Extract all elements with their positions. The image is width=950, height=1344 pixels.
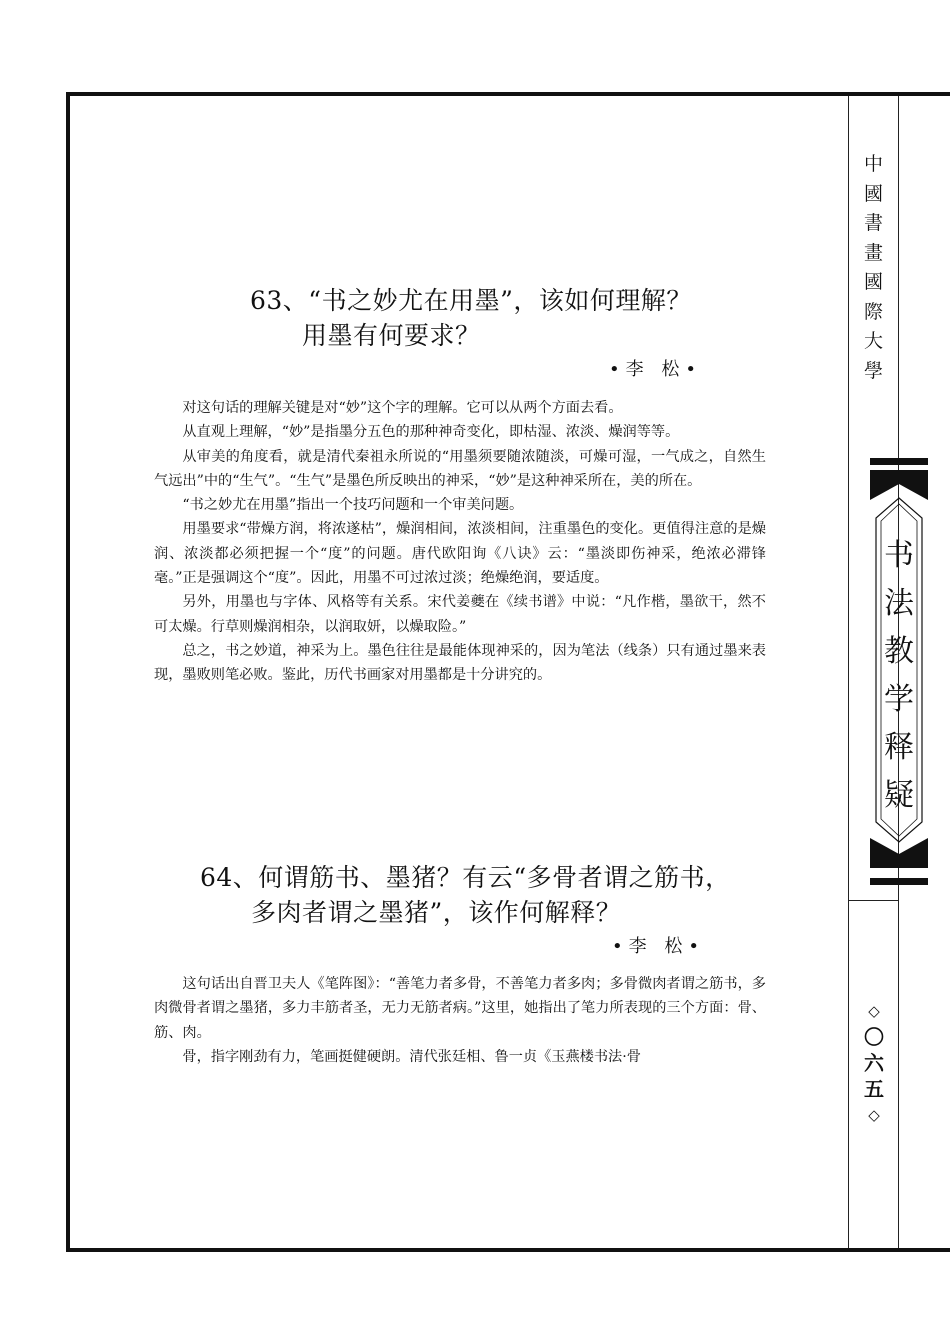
org-char: 學 [863,359,883,382]
page-number [856,998,892,1128]
paragraph: 这句话出自晋卫夫人《笔阵图》：“善笔力者多骨，不善笔力者多肉；多骨微肉者谓之筋书，多肉微骨者谓之墨猪，多力丰筋者圣，无力无筋者病。”这里，她指出了笔力所表现的三个方面：骨、筋、肉。 [154,976,766,1041]
book-title-char: 疑 [884,778,914,813]
section-64-title-line1: 64、何谓筋书、墨猪？有云“多骨者谓之筋书， [200,863,731,892]
org-char: 際 [863,300,883,323]
sidebar-org-title [849,150,898,386]
sidebar-bar-top [870,458,928,465]
book-title [870,532,928,820]
paragraph: 从审美的角度看，就是清代秦祖永所说的“用墨须要随浓随淡，可燥可湿，一气成之，自然生气远出”中的“生气”。“生气”是墨色所反映出的神采，“妙”是这种神采所在，美的所在。 [154,448,766,489]
paragraph: 总之，书之妙道，神采为上。墨色往往是最能体现神采的，因为笔法（线条）只有通过墨来表现，墨败则笔必败。鉴此，历代书画家对用墨都是十分讲究的。 [154,642,766,684]
book-title-char: 释 [884,730,914,765]
sidebar-divider [849,900,898,901]
section-64-body [154,972,766,1069]
book-title-char: 学 [884,682,914,717]
org-char: 大 [863,330,883,352]
section-63-author: •李 松• [609,359,702,380]
page-number-char: 六 [864,1051,884,1075]
page-number-char: 五 [864,1077,884,1101]
book-title-char: 教 [884,634,914,669]
book-title-char: 法 [884,586,914,621]
sidebar-ornament-bottom [870,838,928,868]
org-char: 畫 [863,241,883,264]
section-63-title-line2: 用墨有何要求？ [302,321,481,350]
section-64-title-line2: 多肉者谓之墨猪”，该作何解释？ [251,898,622,927]
paragraph: 另外，用墨也与字体、风格等有关系。宋代姜夔在《续书谱》中说：“凡作楷，墨欲干，然不可太燥。行草则燥润相杂，以润取妍，以燥取险。” [154,594,766,635]
section-64-author: •李 松• [612,936,705,957]
page-number-char: 〇 [864,1025,884,1049]
org-char: 書 [863,212,883,234]
diamond-icon: ◇ [868,1002,880,1020]
sidebar-bar-bottom [870,878,928,885]
paragraph: 用墨要求“带燥方润，将浓遂枯”，燥润相间，浓淡相间，注重墨色的变化。更值得注意的是燥润、浓淡都必须把握一个“度”的问题。唐代欧阳询《八诀》云：“墨淡即伤神采，绝浓必滞锋毫。”正是强调这个“度”。因此，用墨不可过浓过淡；绝燥绝润，要适度。 [154,521,766,587]
section-63-title-line1: 63、“书之妙尤在用墨”，该如何理解？ [250,286,692,315]
org-char: 國 [863,271,883,293]
paragraph: 对这句话的理解关键是对“妙”这个字的理解。它可以从两个方面去看。 [182,400,623,416]
paragraph: “书之妙尤在用墨”指出一个技巧问题和一个审美问题。 [182,497,524,514]
book-title-char: 书 [884,538,914,573]
paragraph: 从直观上理解，“妙”是指墨分五色的那种神奇变化，即枯湿、浓淡、燥润等等。 [182,424,680,441]
org-char: 中 [863,153,883,175]
paragraph: 骨，指字刚劲有力，笔画挺健硬朗。清代张廷相、鲁一贞《玉燕楼书法·骨 [182,1048,641,1065]
diamond-icon: ◇ [868,1106,880,1124]
org-char: 國 [863,182,883,205]
section-63-body [154,396,766,688]
